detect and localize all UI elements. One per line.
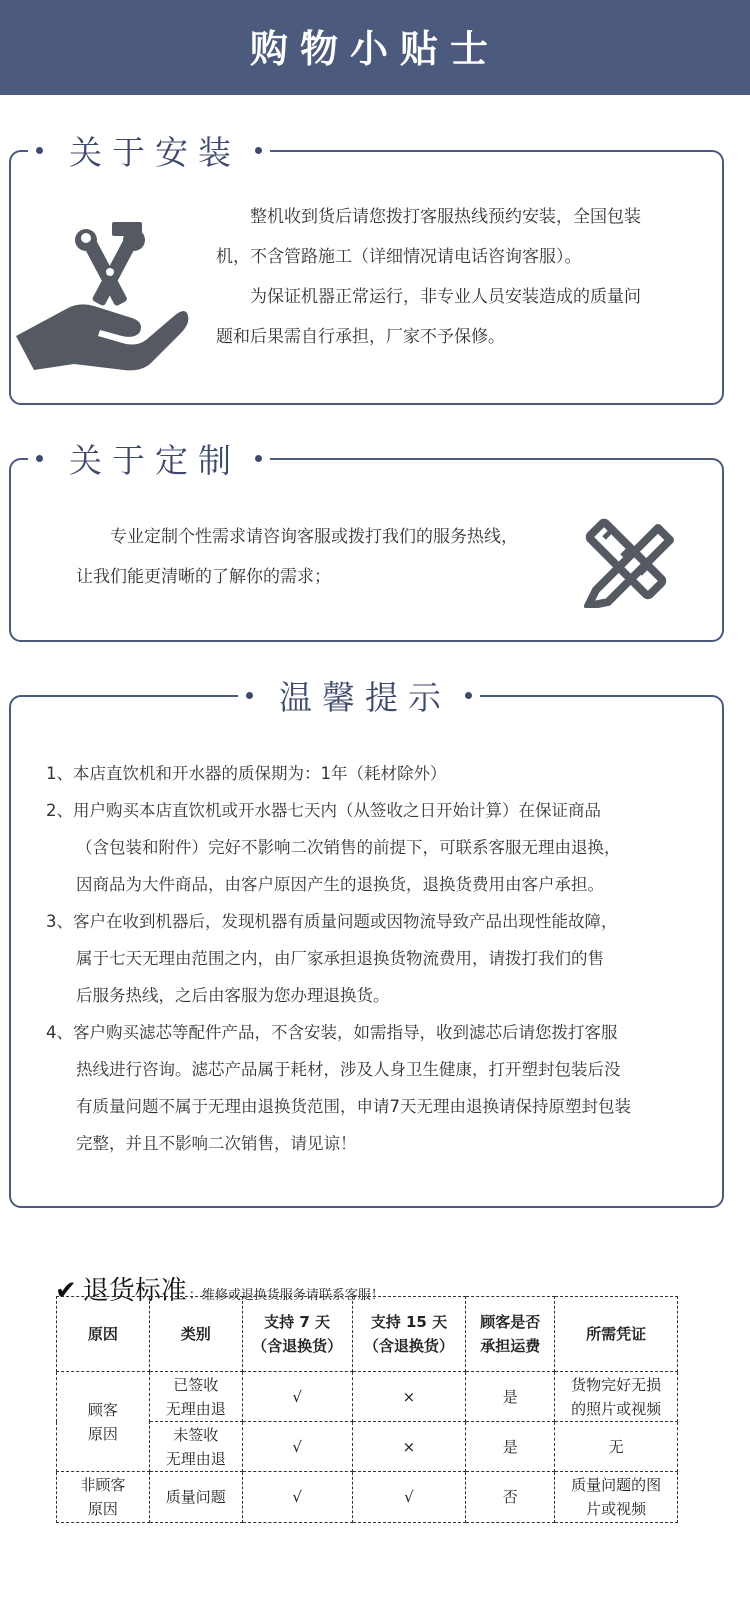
check-icon: ✔ [55, 1276, 77, 1306]
custom-p1b: 让我们能更清晰的了解你的需求； [76, 567, 331, 587]
table-cell: × [352, 1372, 466, 1422]
table-cell: 已签收 无理由退 [149, 1372, 242, 1422]
header-cell: 顾客是否 承担运费 [466, 1297, 555, 1372]
hand-tools-icon [14, 218, 190, 374]
table-cell: 是 [466, 1372, 555, 1422]
tip-line: 2、用户购买本店直饮机或开水器七天内（从签收之日开始计算）在保证商品 [46, 801, 601, 820]
install-text [216, 197, 696, 357]
bullet-dot [255, 147, 262, 154]
group-cell: 非顾客 原因 [57, 1472, 150, 1523]
group-cell: 顾客 原因 [57, 1372, 150, 1472]
tip-line: 热线进行咨询。滤芯产品属于耗材，涉及人身卫生健康，打开塑封包装后没 [76, 1060, 621, 1079]
table-row [57, 1422, 678, 1472]
tip-line: 后服务热线，之后由客服为您办理退换货。 [76, 986, 390, 1005]
header-banner [0, 0, 750, 95]
bullet-dot [36, 455, 43, 462]
tip-item-4 [46, 1014, 706, 1162]
page-title: 购物小贴士 [249, 27, 500, 71]
tips-list [46, 755, 706, 1162]
header-cell: 支持 7 天 （含退换货） [242, 1297, 352, 1372]
bullet-dot [246, 692, 253, 699]
table-cell: 质量问题 [149, 1472, 242, 1523]
returns-table [56, 1296, 678, 1523]
tip-item-3 [46, 903, 706, 1014]
tip-line: 1、本店直饮机和开水器的质保期为：1年（耗材除外） [46, 764, 447, 783]
tips-heading [238, 672, 480, 718]
install-p1b: 机，不含管路施工（详细情况请电话咨询客服）。 [216, 247, 582, 267]
install-p2b: 题和后果需自行承担，厂家不予保修。 [216, 327, 505, 347]
table-header-row [57, 1297, 678, 1372]
tip-line: 因商品为大件商品，由客户原因产生的退换货，退换货费用由客户承担。 [76, 875, 604, 894]
custom-p1: 专业定制个性需求请咨询客服或拨打我们的服务热线， [110, 527, 518, 547]
tip-item-2 [46, 792, 706, 903]
custom-text [76, 517, 556, 597]
install-p2: 为保证机器正常运行，非专业人员安装造成的质量问 [250, 287, 641, 307]
install-heading [28, 127, 270, 173]
table-row [57, 1372, 678, 1422]
header-cell: 所需凭证 [555, 1297, 678, 1372]
install-p1: 整机收到货后请您拨打客服热线预约安装，全国包装 [250, 207, 641, 227]
table-cell: √ [242, 1422, 352, 1472]
header-cell: 支持 15 天 （含退换货） [352, 1297, 466, 1372]
table-cell: × [352, 1422, 466, 1472]
bullet-dot [36, 147, 43, 154]
table-cell: 未签收 无理由退 [149, 1422, 242, 1472]
bullet-dot [255, 455, 262, 462]
install-title: 关于安装 [69, 132, 241, 172]
tip-line: 有质量问题不属于无理由退换货范围，申请7天无理由退换请保持原塑封包装 [76, 1097, 631, 1116]
table-cell: 否 [466, 1472, 555, 1523]
ruler-pencil-icon [574, 508, 676, 608]
bullet-dot [465, 692, 472, 699]
tip-item-1 [46, 755, 706, 792]
custom-title: 关于定制 [69, 440, 241, 480]
header-cell: 类别 [149, 1297, 242, 1372]
tips-title: 温馨提示 [279, 677, 451, 717]
custom-heading [28, 435, 270, 481]
table-cell: √ [352, 1472, 466, 1523]
tip-line: 4、客户购买滤芯等配件产品，不含安装，如需指导，收到滤芯后请您拨打客服 [46, 1023, 618, 1042]
table-cell: √ [242, 1472, 352, 1523]
table-cell: √ [242, 1372, 352, 1422]
table-row [57, 1472, 678, 1523]
tip-line: （含包装和附件）完好不影响二次销售的前提下，可联系客服无理由退换， [76, 838, 621, 857]
returns-title: 退货标准 [82, 1276, 187, 1306]
header-cell: 原因 [57, 1297, 150, 1372]
table-cell: 货物完好无损 的照片或视频 [555, 1372, 678, 1422]
tip-line: 属于七天无理由范围之内，由厂家承担退换货物流费用，请拨打我们的售 [76, 949, 604, 968]
tip-line: 3、客户在收到机器后，发现机器有质量问题或因物流导致产品出现性能故障， [46, 912, 618, 931]
returns-subtitle: ：维修或退换货服务请联系客服！ [188, 1288, 384, 1303]
table-cell: 无 [555, 1422, 678, 1472]
tip-line: 完整，并且不影响二次销售，请见谅！ [76, 1134, 357, 1153]
table-cell: 是 [466, 1422, 555, 1472]
table-cell: 质量问题的图 片或视频 [555, 1472, 678, 1523]
